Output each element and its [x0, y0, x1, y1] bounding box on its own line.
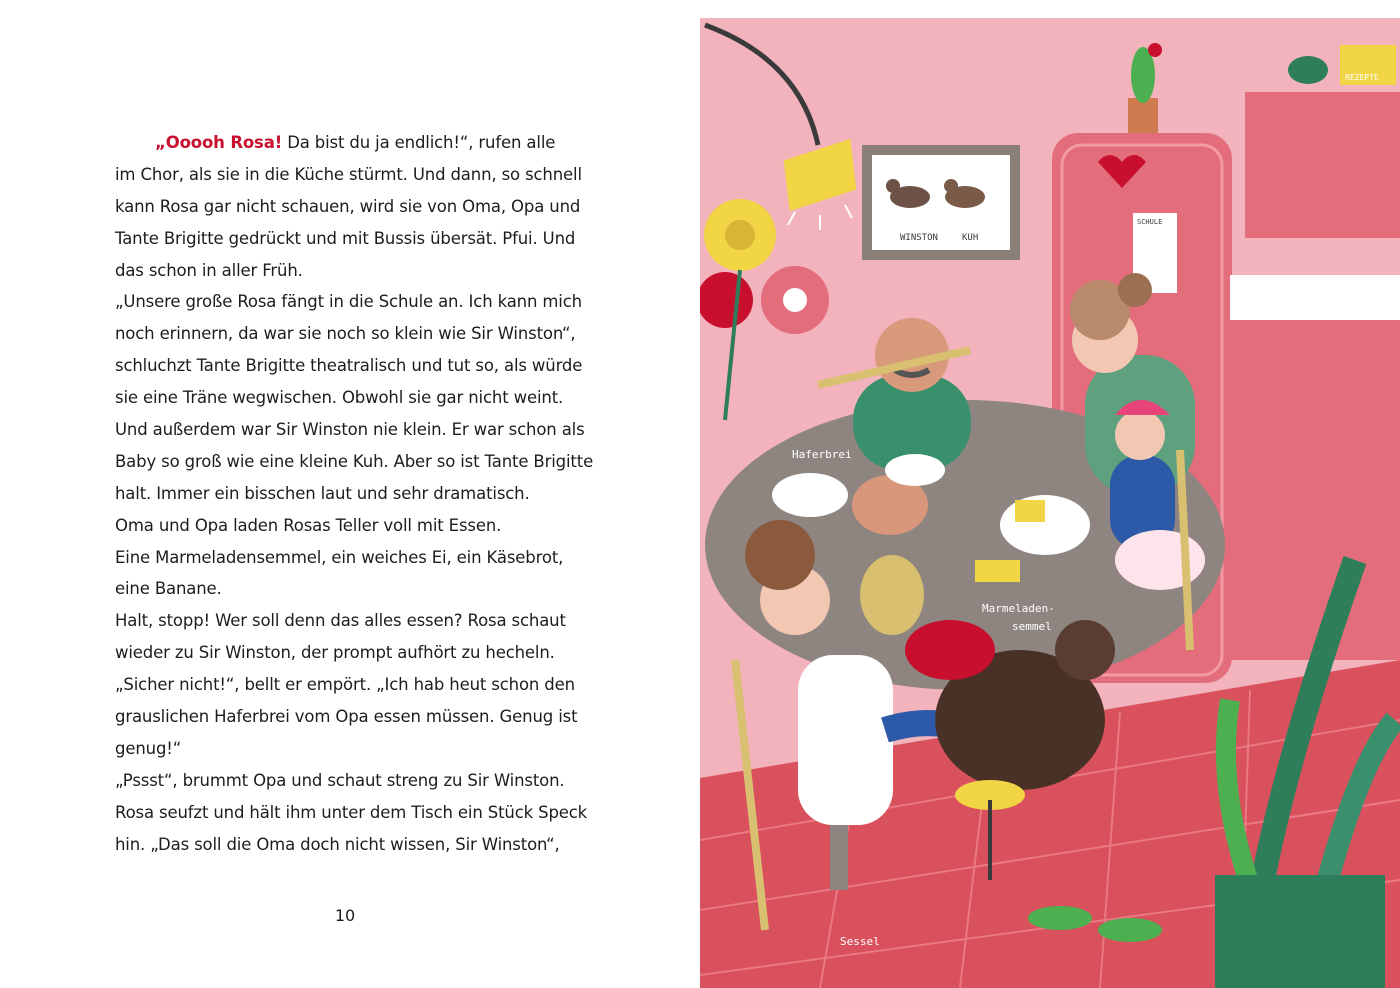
label-sessel: Sessel [840, 935, 880, 948]
story-line [115, 191, 595, 223]
story-line [115, 510, 595, 542]
picture-label-kuh: KUH [962, 233, 979, 243]
story-line-text: „Pssst“, brummt Opa und schaut streng zu Sir Winston. [115, 770, 565, 790]
recipe-book-label: REZEPTE [1345, 73, 1379, 82]
picture-label-winston: WINSTON [900, 233, 938, 243]
story-line [115, 318, 595, 350]
plant-pot [1215, 875, 1385, 988]
story-line-text: Baby so groß wie eine kleine Kuh. Aber so ist Tante Brigitte [115, 451, 594, 471]
label-marmeladensemmel-2: semmel [1012, 620, 1052, 633]
label-marmeladensemmel-1: Marmeladen- [982, 602, 1055, 615]
story-line [115, 573, 595, 605]
story-line-text: Da bist du ja endlich!“, rufen alle [282, 133, 556, 152]
story-line [115, 127, 595, 159]
teapot [860, 555, 924, 635]
story-line-text: wieder zu Sir Winston, der prompt aufhört zu hecheln. [115, 643, 555, 663]
upper-cabinet [1245, 92, 1400, 238]
story-line-text: eine Banane. [115, 579, 222, 599]
page-number: 10 [334, 906, 356, 925]
story-line [115, 542, 595, 574]
story-line [115, 765, 595, 797]
story-line [115, 797, 595, 829]
story-line [115, 701, 595, 733]
bacon-plate [772, 473, 848, 517]
story-line [115, 637, 595, 669]
story-line [115, 350, 595, 382]
story-line [115, 414, 595, 446]
story-line-text: Und außerdem war Sir Winston nie klein. Er war schon als [115, 420, 585, 440]
fruit-bowl [905, 620, 995, 680]
story-line-text: „Unsere große Rosa fängt in die Schule an. Ich kann mich [115, 292, 582, 312]
story-line-text: sie eine Träne wegwischen. Obwohl sie gar nicht weint. [115, 388, 564, 408]
kitchen-illustration [700, 0, 1400, 988]
story-line-text: Eine Marmeladensemmel, ein weiches Ei, ein Käsebrot, [115, 547, 564, 567]
school-list-title: SCHULE [1137, 218, 1163, 226]
kitchen-scene [700, 0, 1400, 988]
label-haferbrei: Haferbrei [792, 448, 852, 461]
story-line-text: grauslichen Haferbrei vom Opa essen müssen. Genug ist [115, 707, 578, 727]
story-line [115, 382, 595, 414]
story-line-text: im Chor, als sie in die Küche stürmt. Und dann, so schnell [115, 164, 582, 184]
slipper-right [1098, 918, 1162, 942]
story-line [115, 478, 595, 510]
story-line [115, 159, 595, 191]
story-line [115, 223, 595, 255]
piggy-bank-icon [1288, 56, 1328, 84]
story-line [115, 733, 595, 765]
story-line-text: noch erinnern, da war sie noch so klein wie Sir Winston“, [115, 324, 576, 344]
story-line-text: „Sicher nicht!“, bellt er empört. „Ich hab heut schon den [115, 675, 575, 695]
dog-picture-frame [862, 145, 1020, 260]
story-line-text: schluchzt Tante Brigitte theatralisch und tut so, als würde [115, 356, 583, 376]
porridge-bowl [885, 454, 945, 486]
story-line [115, 446, 595, 478]
story-line-text: Rosa seufzt und hält ihm unter dem Tisch ein Stück Speck [115, 802, 588, 822]
story-text [115, 127, 595, 860]
story-line [115, 605, 595, 637]
cactus-pot [1128, 98, 1158, 133]
lower-cabinet [1230, 320, 1400, 660]
story-line-text: das schon in aller Früh. [115, 260, 303, 280]
story-line-text: kann Rosa gar nicht schauen, wird sie von Oma, Opa und [115, 196, 581, 216]
story-line-text: Halt, stopp! Wer soll denn das alles essen? Rosa schaut [115, 611, 566, 631]
story-line [115, 829, 595, 861]
slipper-left [1028, 906, 1092, 930]
story-line-text: genug!“ [115, 738, 182, 758]
story-line [115, 255, 595, 287]
story-line-accent: „Ooooh Rosa! [155, 133, 283, 152]
story-line [115, 669, 595, 701]
story-line-text: Oma und Opa laden Rosas Teller voll mit Essen. [115, 515, 502, 535]
countertop [1230, 275, 1400, 320]
story-line-text: Tante Brigitte gedrückt und mit Bussis übersät. Pfui. Und [115, 228, 576, 248]
story-line-text: halt. Immer ein bisschen laut und sehr dramatisch. [115, 483, 530, 503]
butter-dish [975, 560, 1020, 582]
story-line [115, 286, 595, 318]
story-line-text: hin. „Das soll die Oma doch nicht wissen, Sir Winston“, [115, 834, 560, 854]
